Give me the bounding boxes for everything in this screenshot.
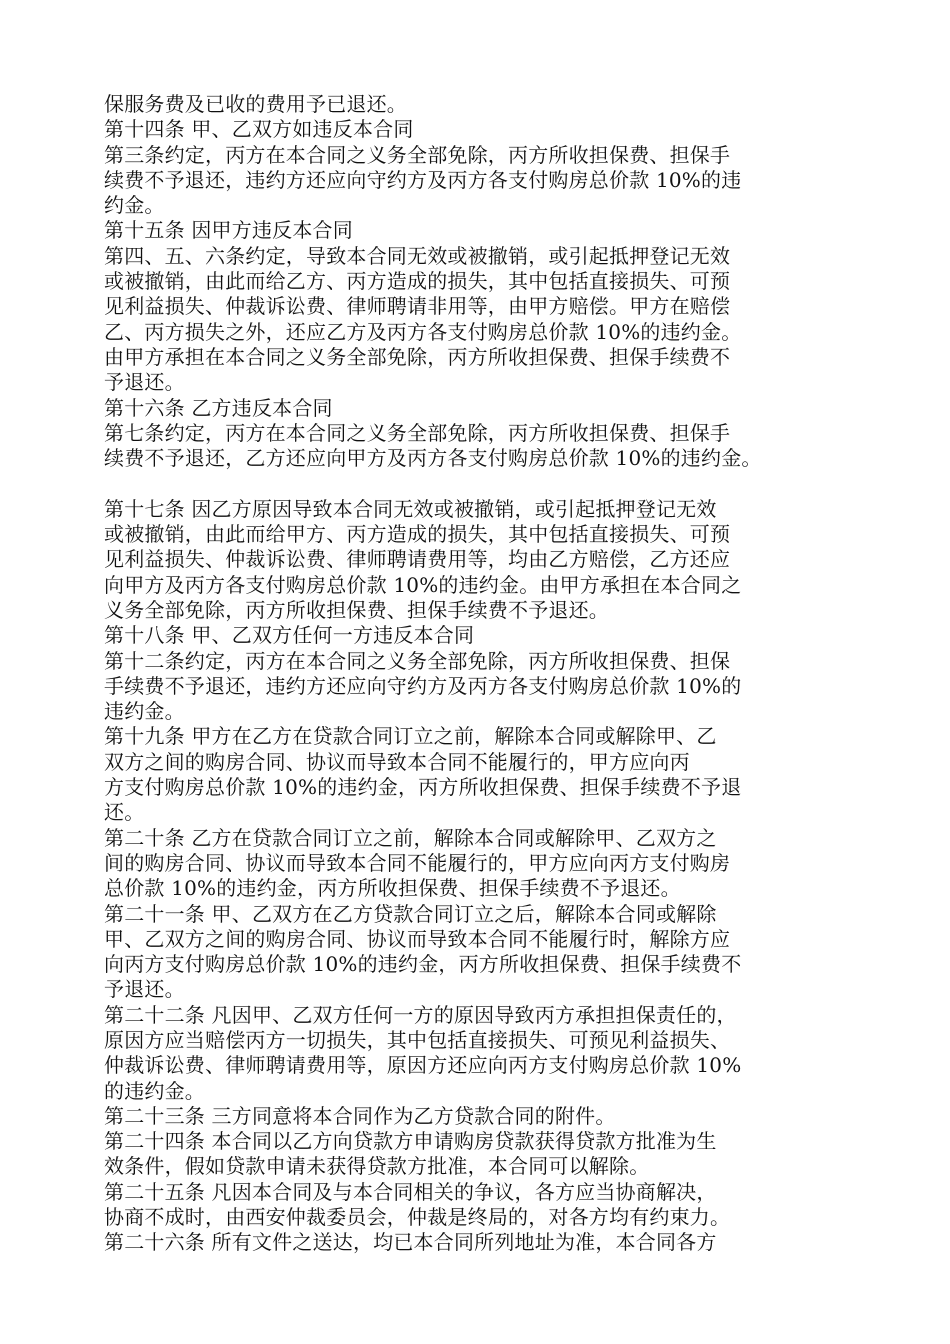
document-body	[104, 92, 852, 1256]
text-line: 第二十条 乙方在贷款合同订立之前，解除本合同或解除甲、乙双方之	[104, 825, 717, 850]
text-line: 违约金。	[104, 699, 185, 724]
text-line: 义务全部免除，丙方所收担保费、担保手续费不予退还。	[104, 597, 609, 622]
text-line: 协商不成时，由西安仲裁委员会，仲裁是终局的，对各方均有约束力。	[104, 1205, 731, 1230]
text-line: 由甲方承担在本合同之义务全部免除，丙方所收担保费、担保手续费不	[104, 344, 731, 369]
text-line: 第三条约定，丙方在本合同之义务全部免除，丙方所收担保费、担保手	[104, 142, 731, 167]
text-line: 向丙方支付购房总价款 10%的违约金，丙方所收担保费、担保手续费不	[104, 952, 742, 977]
text-line: 第十五条 因甲方违反本合同	[104, 218, 353, 243]
text-line: 见利益损失、仲裁诉讼费、律师聘请费用等，均由乙方赔偿，乙方还应	[104, 547, 731, 572]
text-line: 甲、乙双方之间的购房合同、协议而导致本合同不能履行时，解除方应	[104, 926, 731, 951]
text-line: 方支付购房总价款 10%的违约金，丙方所收担保费、担保手续费不予退	[104, 775, 742, 800]
text-line: 第十七条 因乙方原因导致本合同无效或被撤销，或引起抵押登记无效	[104, 496, 717, 521]
text-line: 乙、丙方损失之外，还应乙方及丙方各支付购房总价款 10%的违约金。	[104, 319, 742, 344]
text-line: 第十六条 乙方违反本合同	[104, 395, 333, 420]
text-line: 第二十五条 凡因本合同及与本合同相关的争议，各方应当协商解决，	[104, 1179, 717, 1204]
text-line: 予退还。	[104, 977, 185, 1002]
text-line: 第二十三条 三方同意将本合同作为乙方贷款合同的附件。	[104, 1103, 616, 1128]
text-line: 手续费不予退还，违约方还应向守约方及丙方各支付购房总价款 10%的	[104, 673, 742, 698]
text-line: 仲裁诉讼费、律师聘请费用等，原因方还应向丙方支付购房总价款 10%	[104, 1053, 742, 1078]
text-line: 第二十二条 凡因甲、乙双方任何一方的原因导致丙方承担担保责任的，	[104, 1002, 737, 1027]
text-line: 双方之间的购房合同、协议而导致本合同不能履行的，甲方应向丙	[104, 749, 690, 774]
text-line: 第十四条 甲、乙双方如违反本合同	[104, 117, 414, 142]
text-line: 第二十四条 本合同以乙方向贷款方申请购房贷款获得贷款方批准为生	[104, 1129, 717, 1154]
text-line: 第七条约定，丙方在本合同之义务全部免除，丙方所收担保费、担保手	[104, 420, 731, 445]
text-line: 总价款 10%的违约金，丙方所收担保费、担保手续费不予退还。	[104, 876, 681, 901]
text-line: 第二十一条 甲、乙双方在乙方贷款合同订立之后，解除本合同或解除	[104, 901, 717, 926]
text-line: 还。	[104, 800, 145, 825]
text-line: 原因方应当赔偿丙方一切损失，其中包括直接损失、可预见利益损失、	[104, 1027, 731, 1052]
text-line: 的违约金。	[104, 1078, 205, 1103]
text-line: 或被撤销，由此而给乙方、丙方造成的损失，其中包括直接损失、可预	[104, 269, 731, 294]
text-line: 第四、五、六条约定，导致本合同无效或被撤销，或引起抵押登记无效	[104, 243, 731, 268]
text-line: 约金。	[104, 193, 165, 218]
text-line: 第十八条 甲、乙双方任何一方违反本合同	[104, 623, 475, 648]
text-line: 续费不予退还，乙方还应向甲方及丙方各支付购房总价款 10%的违约金。	[104, 446, 762, 471]
text-line: 间的购房合同、协议而导致本合同不能履行的，甲方应向丙方支付购房	[104, 850, 731, 875]
text-line: 第二十六条 所有文件之送达，均已本合同所列地址为准，本合同各方	[104, 1230, 717, 1255]
text-line: 第十二条约定，丙方在本合同之义务全部免除，丙方所收担保费、担保	[104, 648, 731, 673]
text-line: 续费不予退还，违约方还应向守约方及丙方各支付购房总价款 10%的违	[104, 167, 742, 192]
blank-line	[104, 471, 852, 496]
text-line: 保服务费及已收的费用予已退还。	[104, 92, 407, 116]
text-line: 效条件，假如贷款申请未获得贷款方批准，本合同可以解除。	[104, 1154, 650, 1179]
text-line: 第十九条 甲方在乙方在贷款合同订立之前，解除本合同或解除甲、乙	[104, 724, 717, 749]
text-line: 向甲方及丙方各支付购房总价款 10%的违约金。由甲方承担在本合同之	[104, 572, 742, 597]
text-line: 予退还。	[104, 370, 185, 395]
text-line: 见利益损失、仲裁诉讼费、律师聘请非用等，由甲方赔偿。甲方在赔偿	[104, 294, 731, 319]
text-line: 或被撤销，由此而给甲方、丙方造成的损失，其中包括直接损失、可预	[104, 522, 731, 547]
